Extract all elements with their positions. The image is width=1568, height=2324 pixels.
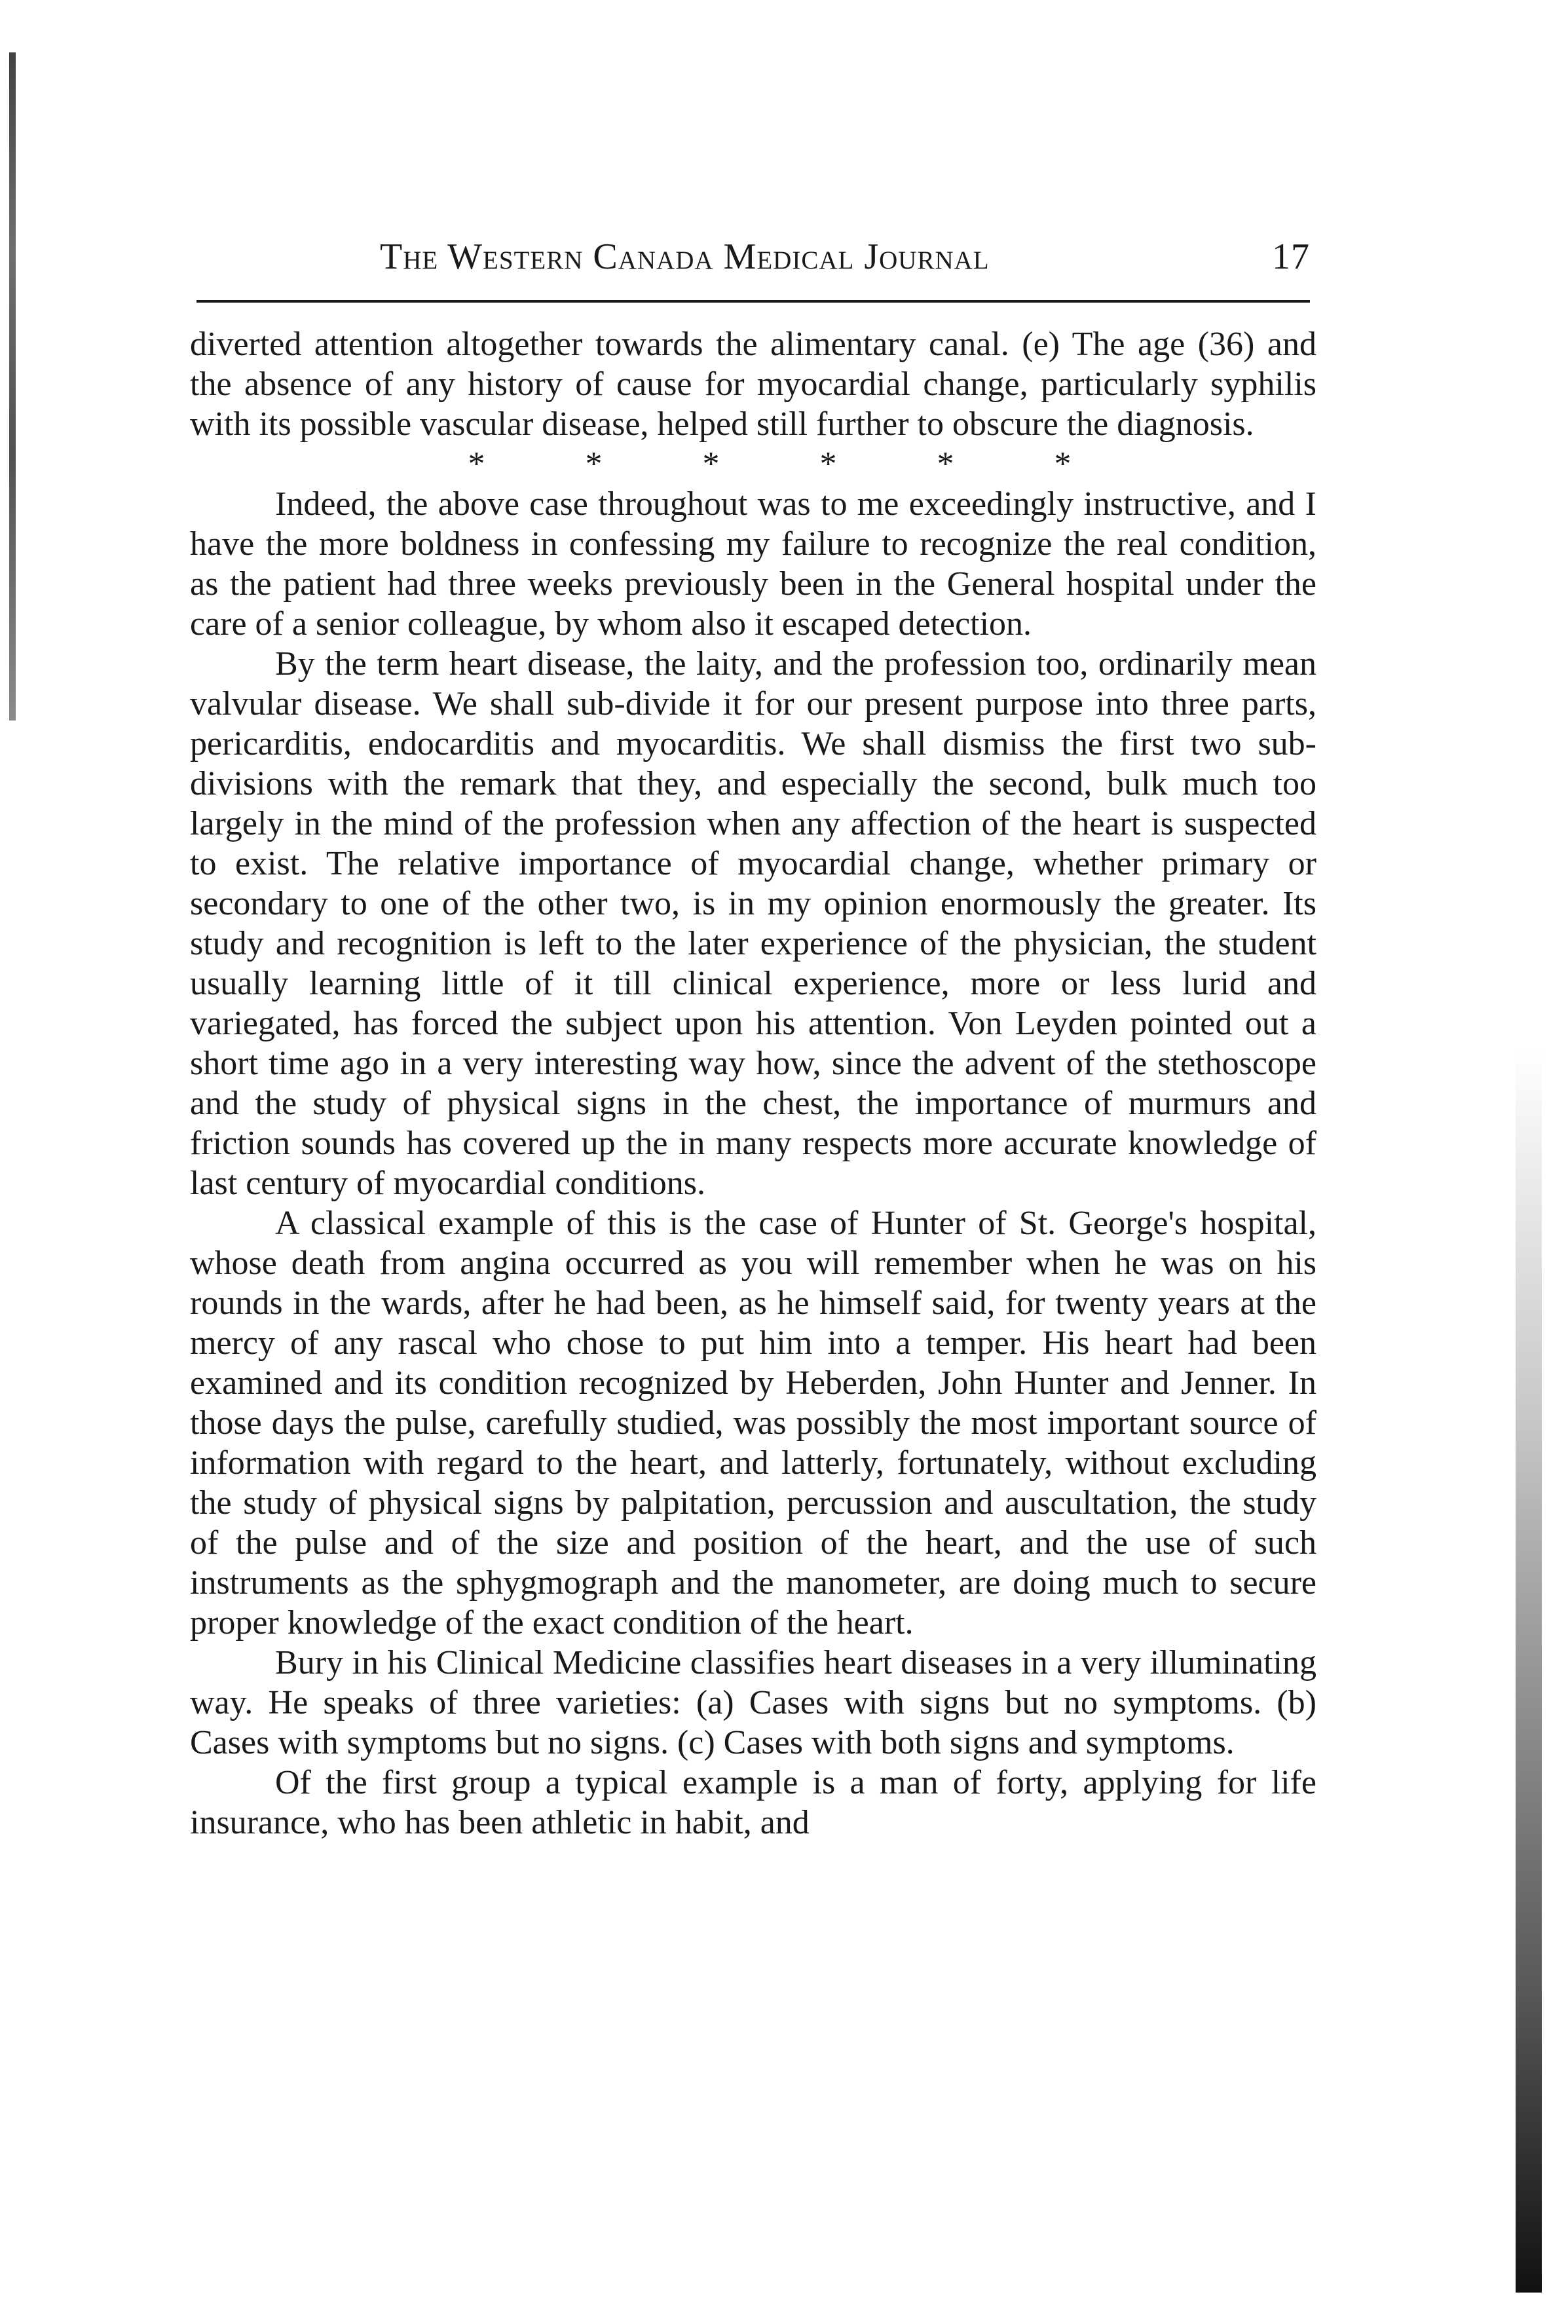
running-header <box>331 236 1310 288</box>
paragraph-1: diverted attention altogether towards the alimentary canal. (e) The age (36) and the absence of any history of cause for myocardial change, particularly syphilis with its possible vascular disease, helped still further to obscure the diagnosis. <box>190 326 1316 443</box>
body-text <box>190 324 1316 1843</box>
paragraph-2: Indeed, the above case throughout was to me exceedingly instructive, and I have the more boldness in confessing my failure to recognize the real condition, as the patient had three weeks previously been in the General hospital under the care of a senior colleague, by whom also it escaped detection. <box>190 485 1316 643</box>
paragraph-5: Bury in his Clinical Medicine classifies heart diseases in a very illuminating way. He speaks of three varieties: (a) Cases with signs but no symptoms. (b) Cases with symptoms but no signs. (c) Cases with both signs and symptoms. <box>190 1644 1316 1761</box>
scan-edge-right <box>1516 1048 1542 2293</box>
paragraph-4: A classical example of this is the case of Hunter of St. George's hospital, whose death from angina occurred as you will remember when he was on his rounds in the wards, after he had been, as he himself said, for twenty years at the mercy of any rascal who chose to put him into a temper. His heart had been examined and its condition recognized by Heberden, John Hunter and Jenner. In those days the pulse, carefully studied, was possibly the most important source of information with regard to the heart, and latterly, fortunately, without excluding the study of physical signs by palpitation, percussion and auscultation, the study of the pulse and of the size and position of the heart, and the use of such instruments as the sphygmograph and the manometer, are doing much to secure proper knowledge of the exact condition of the heart. <box>190 1205 1316 1641</box>
scan-edge-left <box>9 52 16 721</box>
paragraph-3: By the term heart disease, the laity, and the profession too, ordinarily mean valvular disease. We shall sub-divide it for our present purpose into three parts, pericarditis, endocarditis and myocarditis. We shall dismiss the first two sub-divisions with the remark that they, and especially the second, bulk much too largely in the mind of the profession when any affection of the heart is suspected to exist. The relative importance of myocardial change, whether primary or secondary to one of the other two, is in my opinion enormously the greater. Its study and recognition is left to the later experience of the physician, the student usually learning little of it till clinical experience, more or less lurid and variegated, has forced the subject upon his attention. Von Leyden pointed out a short time ago in a very interesting way how, since the advent of the stethoscope and the study of physical signs in the chest, the importance of murmurs and friction sounds has covered up the in many respects more accurate knowledge of last century of myocardial conditions. <box>190 645 1316 1202</box>
page-number: 17 <box>1272 236 1310 277</box>
header-rule <box>196 300 1310 303</box>
section-separator: * * * * * * <box>468 445 1117 483</box>
journal-title: The Western Canada Medical Journal <box>380 236 990 277</box>
paragraph-6: Of the first group a typical example is a man of forty, applying for life insurance, who has been athletic in habit, and <box>190 1764 1316 1841</box>
